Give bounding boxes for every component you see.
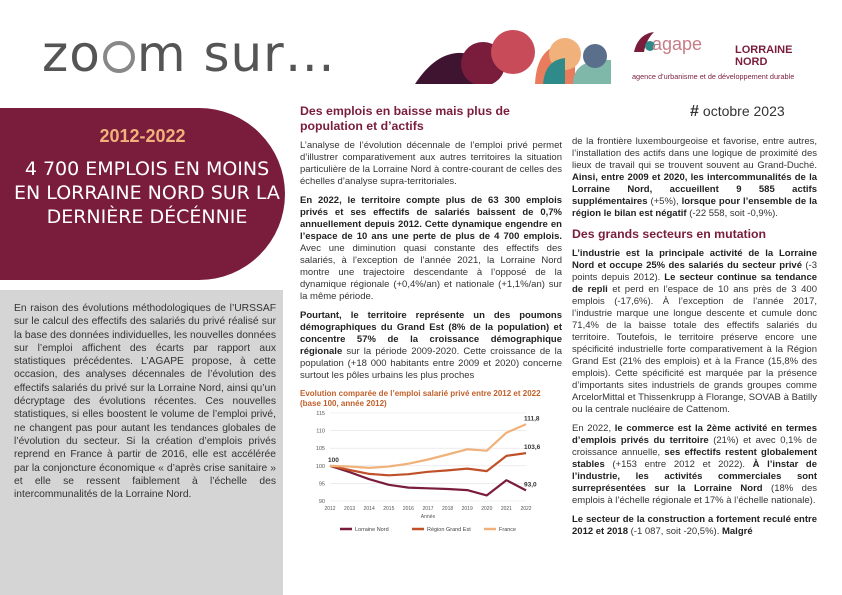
x-tick-label: 2012 bbox=[324, 506, 336, 512]
logo-region bbox=[735, 44, 792, 68]
x-tick-label: 2016 bbox=[402, 506, 414, 512]
chart-title: Evolution comparée de l’emploi salarié privé entre 2012 et 2022 (base 100, année 2012) bbox=[300, 389, 541, 408]
hash-mark: # bbox=[690, 103, 699, 120]
hero-headline: 4 700 EMPLOIS EN MOINS EN LORRAINE NORD SUR LA DERNIÈRE DÉCÉNNIE bbox=[14, 158, 280, 228]
x-tick-label: 2017 bbox=[422, 506, 434, 512]
paragraph bbox=[300, 195, 562, 303]
legend-label: France bbox=[499, 527, 517, 533]
text: (-1 087, soit -20,5%). bbox=[628, 526, 722, 537]
y-tick-label: 115 bbox=[316, 411, 325, 417]
bold-text: En 2022, le territoire compte plus de 63 300 emplois privés et ses effectifs de salariés baissent de 0,7% annuellement depuis 2012. Cette dynamique engendre en l’espace de 10 ans une perte de plus de 4 700 emplois. bbox=[300, 195, 562, 242]
bold-text: lorsque pour l’ensemble de la région le bilan est négatif bbox=[572, 196, 817, 219]
right-column bbox=[572, 136, 817, 545]
paragraph bbox=[572, 423, 817, 507]
bold-text: Malgré bbox=[721, 526, 753, 537]
bold-text: Pourtant, le territoire représente un des poumons démographiques du Grand Est (8% de la population) et concentre 57% de la croissance démographique régionale bbox=[300, 310, 562, 357]
text: (-22 558, soit -0,9%). bbox=[686, 208, 778, 219]
x-tick-label: 2021 bbox=[500, 506, 512, 512]
text: Avec une diminution quasi constante des effectifs des salariés, à l’exception de l’année 2021, la Lorraine Nord montre une trajectoire descendante à l’opposé de la dynamique régionale (+0,4%/an) et nationale (+1,1%/an) sur la même période. bbox=[300, 243, 562, 302]
text: (21%) et avec 0,1% de croissance annuelle, bbox=[572, 435, 817, 458]
text: (+5%), bbox=[647, 196, 682, 207]
data-label-end: 103,6 bbox=[524, 444, 541, 452]
paragraph bbox=[572, 514, 817, 538]
y-tick-label: 110 bbox=[316, 428, 325, 435]
series-line-0 bbox=[330, 466, 526, 496]
text: (18% des emplois à l’échelle régionale et 17% à l’échelle nationale). bbox=[572, 483, 817, 506]
paragraph bbox=[300, 310, 562, 382]
x-tick-label: 2020 bbox=[481, 506, 493, 512]
hero-years: 2012-2022 bbox=[99, 126, 186, 146]
x-tick-label: 2019 bbox=[461, 506, 473, 512]
text: (+153 entre 2012 et 2022). bbox=[604, 459, 753, 470]
series-line-1 bbox=[330, 453, 526, 475]
section-heading-secteurs: Des grands secteurs en mutation bbox=[572, 227, 767, 241]
x-tick-label: 2018 bbox=[442, 506, 454, 512]
bold-text: À l’instar de l’industrie, les activités commerciales sont surreprésentées sur la Lorraine Nord bbox=[572, 459, 818, 494]
middle-column bbox=[300, 104, 562, 539]
logo-region-line-1: LORRAINE bbox=[735, 44, 793, 56]
y-tick-label: 90 bbox=[318, 499, 325, 505]
bold-text: ses effectifs restent globalement stables bbox=[572, 447, 818, 470]
edition-date bbox=[690, 103, 785, 121]
decorative-shapes bbox=[415, 30, 611, 84]
paragraph bbox=[572, 136, 817, 220]
agape-logo bbox=[632, 30, 802, 86]
text: En 2022, bbox=[572, 423, 615, 434]
text: (-3 points depuis 2012). bbox=[572, 260, 817, 283]
bold-text: Le secteur de la construction a fortement reculé entre 2012 et 2018 bbox=[572, 514, 817, 537]
zoom-ring-icon bbox=[103, 41, 135, 73]
legend-label: Lorraine Nord bbox=[355, 527, 389, 533]
y-tick-label: 100 bbox=[315, 463, 325, 470]
text: de la frontière luxembourgeoise et favorise, entre autres, l’installation des actifs dans une logique de proximité des lieux de travail qui se trouvent souvent au Grand-Duché. bbox=[572, 136, 817, 171]
line-chart bbox=[300, 409, 562, 539]
data-label-end: 111,8 bbox=[524, 415, 540, 423]
zoom-title bbox=[42, 24, 336, 84]
bold-text: Ainsi, entre 2009 et 2020, les intercommunalités de la Lorraine Nord, accueillent 9 585 actifs supplémentaires bbox=[572, 172, 817, 207]
y-tick-label: 95 bbox=[318, 481, 325, 488]
title-part-1: zo bbox=[42, 25, 101, 83]
data-label-end: 93,0 bbox=[524, 481, 537, 489]
intro-text: En raison des évolutions méthodologiques de l’URSSAF sur le calcul des effectifs des salariés du privé réalisé sur la base des données individuelles, les nouvelles données sur l’emploi affichent des écarts par rapport aux statistiques précédentes. L’AGAPE propose, à cette occasion, des analyses décennales de l’évolution des effectifs salariés du privé sur la Lorraine Nord, ainsi qu’un décryptage des évolutions récentes. Ces nouvelles statistiques, si elles boostent le volume de l’emploi privé, ne changent pas pour autant les tendances globales de l’évolution du secteur. Si la création d’emplois privés reprend en France à partir de 2016, elle est accélérée par la conjoncture économique « d’après crise sanitaire » et elle se ressent faiblement à l’échelle des intercommunalités de la Lorraine Nord. bbox=[14, 303, 276, 501]
x-tick-label: 2022 bbox=[520, 506, 532, 512]
paragraph bbox=[572, 248, 817, 416]
x-tick-label: 2014 bbox=[363, 506, 375, 512]
bold-text: L’industrie est la principale activité de la Lorraine Nord et occupe 25% des salariés du secteur privé bbox=[572, 248, 817, 271]
text: sur la période 2009-2020. Cette croissance de la population (+18 000 habitants entre 2009 et 2020) concerne surtout les pôles urbains les plus proches bbox=[300, 346, 562, 381]
paragraph: L’analyse de l’évolution décennale de l’emploi privé permet d’illustrer comparativement aux autres territoires la situation particulière de la Lorraine Nord à contre-courant de celles des échelles d’analyse supra-territoriales. bbox=[300, 140, 562, 187]
title-part-2: m sur… bbox=[136, 25, 336, 83]
x-tick-label: 2013 bbox=[344, 506, 356, 512]
edition-date-text: octobre 2023 bbox=[702, 103, 785, 119]
x-tick-label: 2015 bbox=[383, 506, 395, 512]
text: et perd en l’espace de 10 ans près de 3 400 emplois (-17,6%). À l’exception de l’année 2017, l’industrie marque une longue descente et cumule donc 71,4% de la baisse totale des effectifs salariés du territoire. Toutefois, le territoire préserve encore une spécificité industrielle forte comparativement à la Région Grand Est (21% des emplois) et à la France (15,8% des emplois). Cette spécificité est marquée par la présence d’importants sites industriels de grands groupes comme ArcelorMittal et Thissenkrupp à Florange, SOVAB à Batilly ou la centrale nucléaire de Cattenom. bbox=[572, 284, 817, 415]
y-tick-label: 105 bbox=[315, 446, 325, 453]
section-heading-emplois: Des emplois en baisse mais plus de population et d’actifs bbox=[300, 104, 510, 133]
bold-text: Le secteur continue sa tendance de repli bbox=[572, 272, 818, 295]
x-axis-label: Année bbox=[420, 514, 436, 520]
bold-text: le commerce est la 2ème activité en termes d’emplois privés du territoire bbox=[572, 423, 817, 446]
logo-tagline: agence d’urbanisme et de développement durable bbox=[632, 72, 795, 81]
logo-region-line-2: NORD bbox=[735, 56, 768, 68]
legend-label: Région Grand Est bbox=[427, 527, 471, 533]
data-label-start: 100 bbox=[328, 456, 339, 464]
logo-name: agape bbox=[652, 34, 703, 54]
